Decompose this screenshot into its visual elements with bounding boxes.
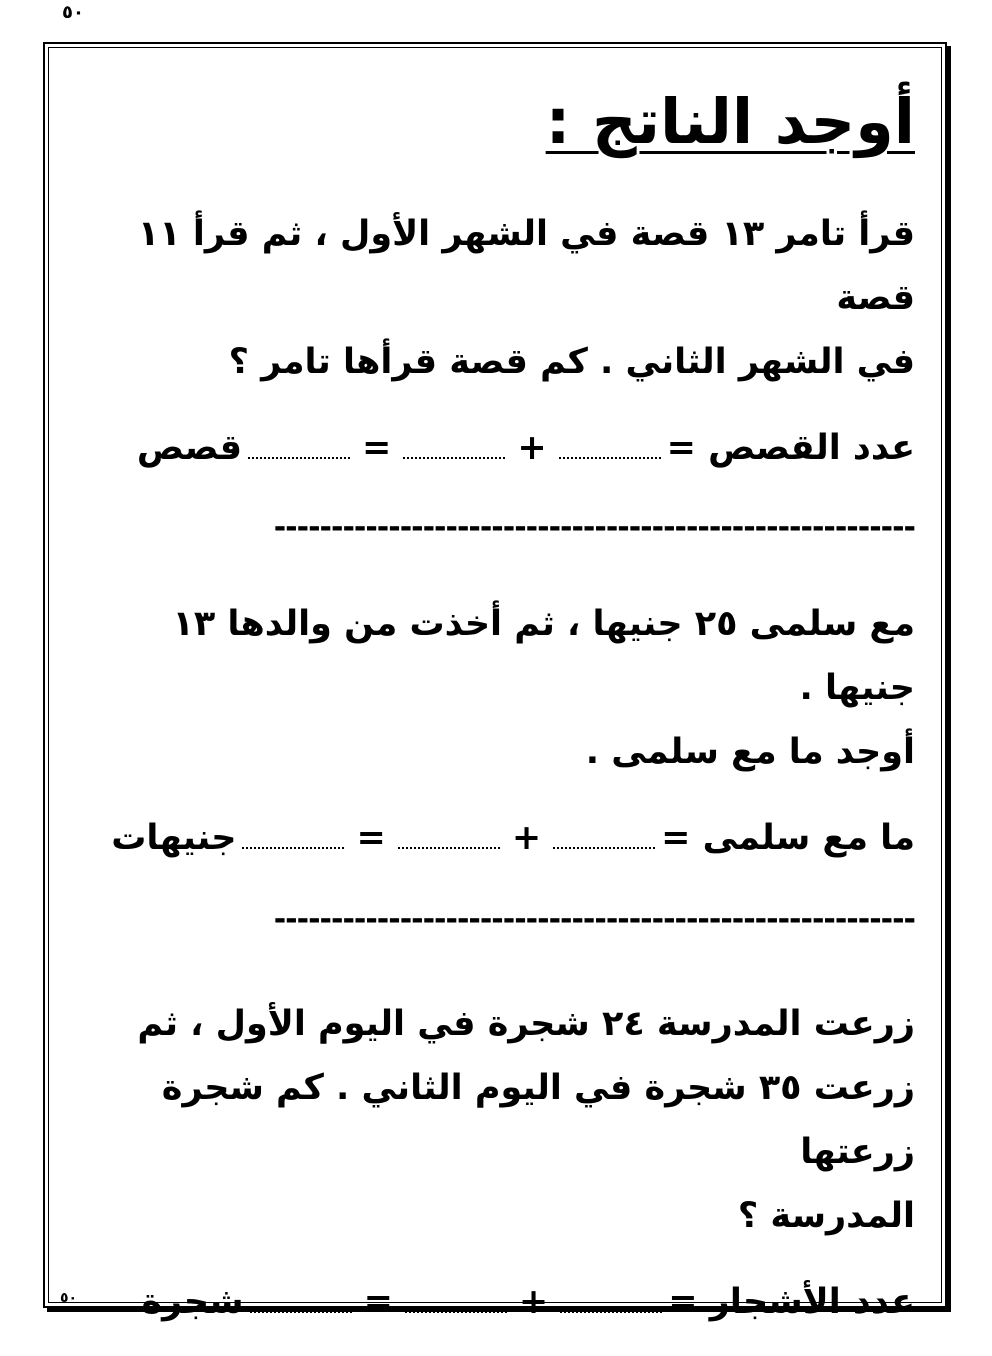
answer-blank-1[interactable] bbox=[559, 435, 661, 459]
separator-line-2: -------------------------------------------------------- bbox=[273, 902, 915, 937]
equals-sign: = bbox=[361, 428, 392, 468]
problem-3-line-2: زرعت ٣٥ شجرة في اليوم الثاني . كم شجرة زرعتها bbox=[161, 1068, 915, 1172]
problem-3-line-3: المدرسة ؟ bbox=[737, 1196, 915, 1236]
problem-2 bbox=[80, 592, 915, 870]
problem-3-line-1: زرعت المدرسة ٢٤ شجرة في اليوم الأول ، ثم bbox=[137, 1004, 915, 1044]
separator-line-1: -------------------------------------------------------- bbox=[273, 510, 915, 545]
answer-blank-result[interactable] bbox=[248, 435, 350, 459]
page-number-top: ٥٠ bbox=[62, 2, 84, 23]
plus-sign: + bbox=[517, 428, 547, 468]
equation-label: عدد الأشجار = bbox=[668, 1282, 915, 1322]
plus-sign: + bbox=[511, 818, 542, 858]
worksheet-content bbox=[80, 80, 915, 1334]
answer-blank-2[interactable] bbox=[398, 825, 500, 849]
equation-unit: شجرة bbox=[141, 1282, 244, 1322]
equation-label: ما مع سلمى = bbox=[661, 818, 915, 858]
problem-2-line-1: مع سلمى ٢٥ جنيها ، ثم أخذت من والدها ١٣ جنيها . bbox=[172, 604, 915, 708]
problem-2-line-2: أوجد ما مع سلمى . bbox=[585, 732, 915, 772]
answer-blank-1[interactable] bbox=[553, 825, 655, 849]
plus-sign: + bbox=[518, 1282, 549, 1322]
problem-1 bbox=[80, 202, 915, 480]
equation-unit: جنيهات bbox=[111, 818, 237, 858]
problem-3-equation bbox=[80, 1270, 915, 1334]
worksheet-title: أوجد الناتج : bbox=[545, 85, 915, 158]
page-number-bottom: ٥٠ bbox=[60, 1290, 78, 1306]
equals-sign: = bbox=[363, 1282, 393, 1322]
answer-blank-result[interactable] bbox=[242, 825, 344, 849]
problem-2-equation bbox=[80, 806, 915, 870]
equals-sign: = bbox=[356, 818, 386, 858]
answer-blank-1[interactable] bbox=[560, 1289, 662, 1313]
answer-blank-2[interactable] bbox=[403, 435, 505, 459]
equation-label: عدد القصص = bbox=[666, 428, 915, 468]
answer-blank-2[interactable] bbox=[405, 1289, 507, 1313]
problem-1-line-1: قرأ تامر ١٣ قصة في الشهر الأول ، ثم قرأ ١١ قصة bbox=[137, 214, 915, 318]
problem-1-equation bbox=[80, 416, 915, 480]
answer-blank-result[interactable] bbox=[250, 1289, 352, 1313]
problem-3 bbox=[80, 992, 915, 1334]
equation-unit: قصص bbox=[136, 428, 242, 468]
problem-1-line-2: في الشهر الثاني . كم قصة قرأها تامر ؟ bbox=[228, 342, 915, 382]
